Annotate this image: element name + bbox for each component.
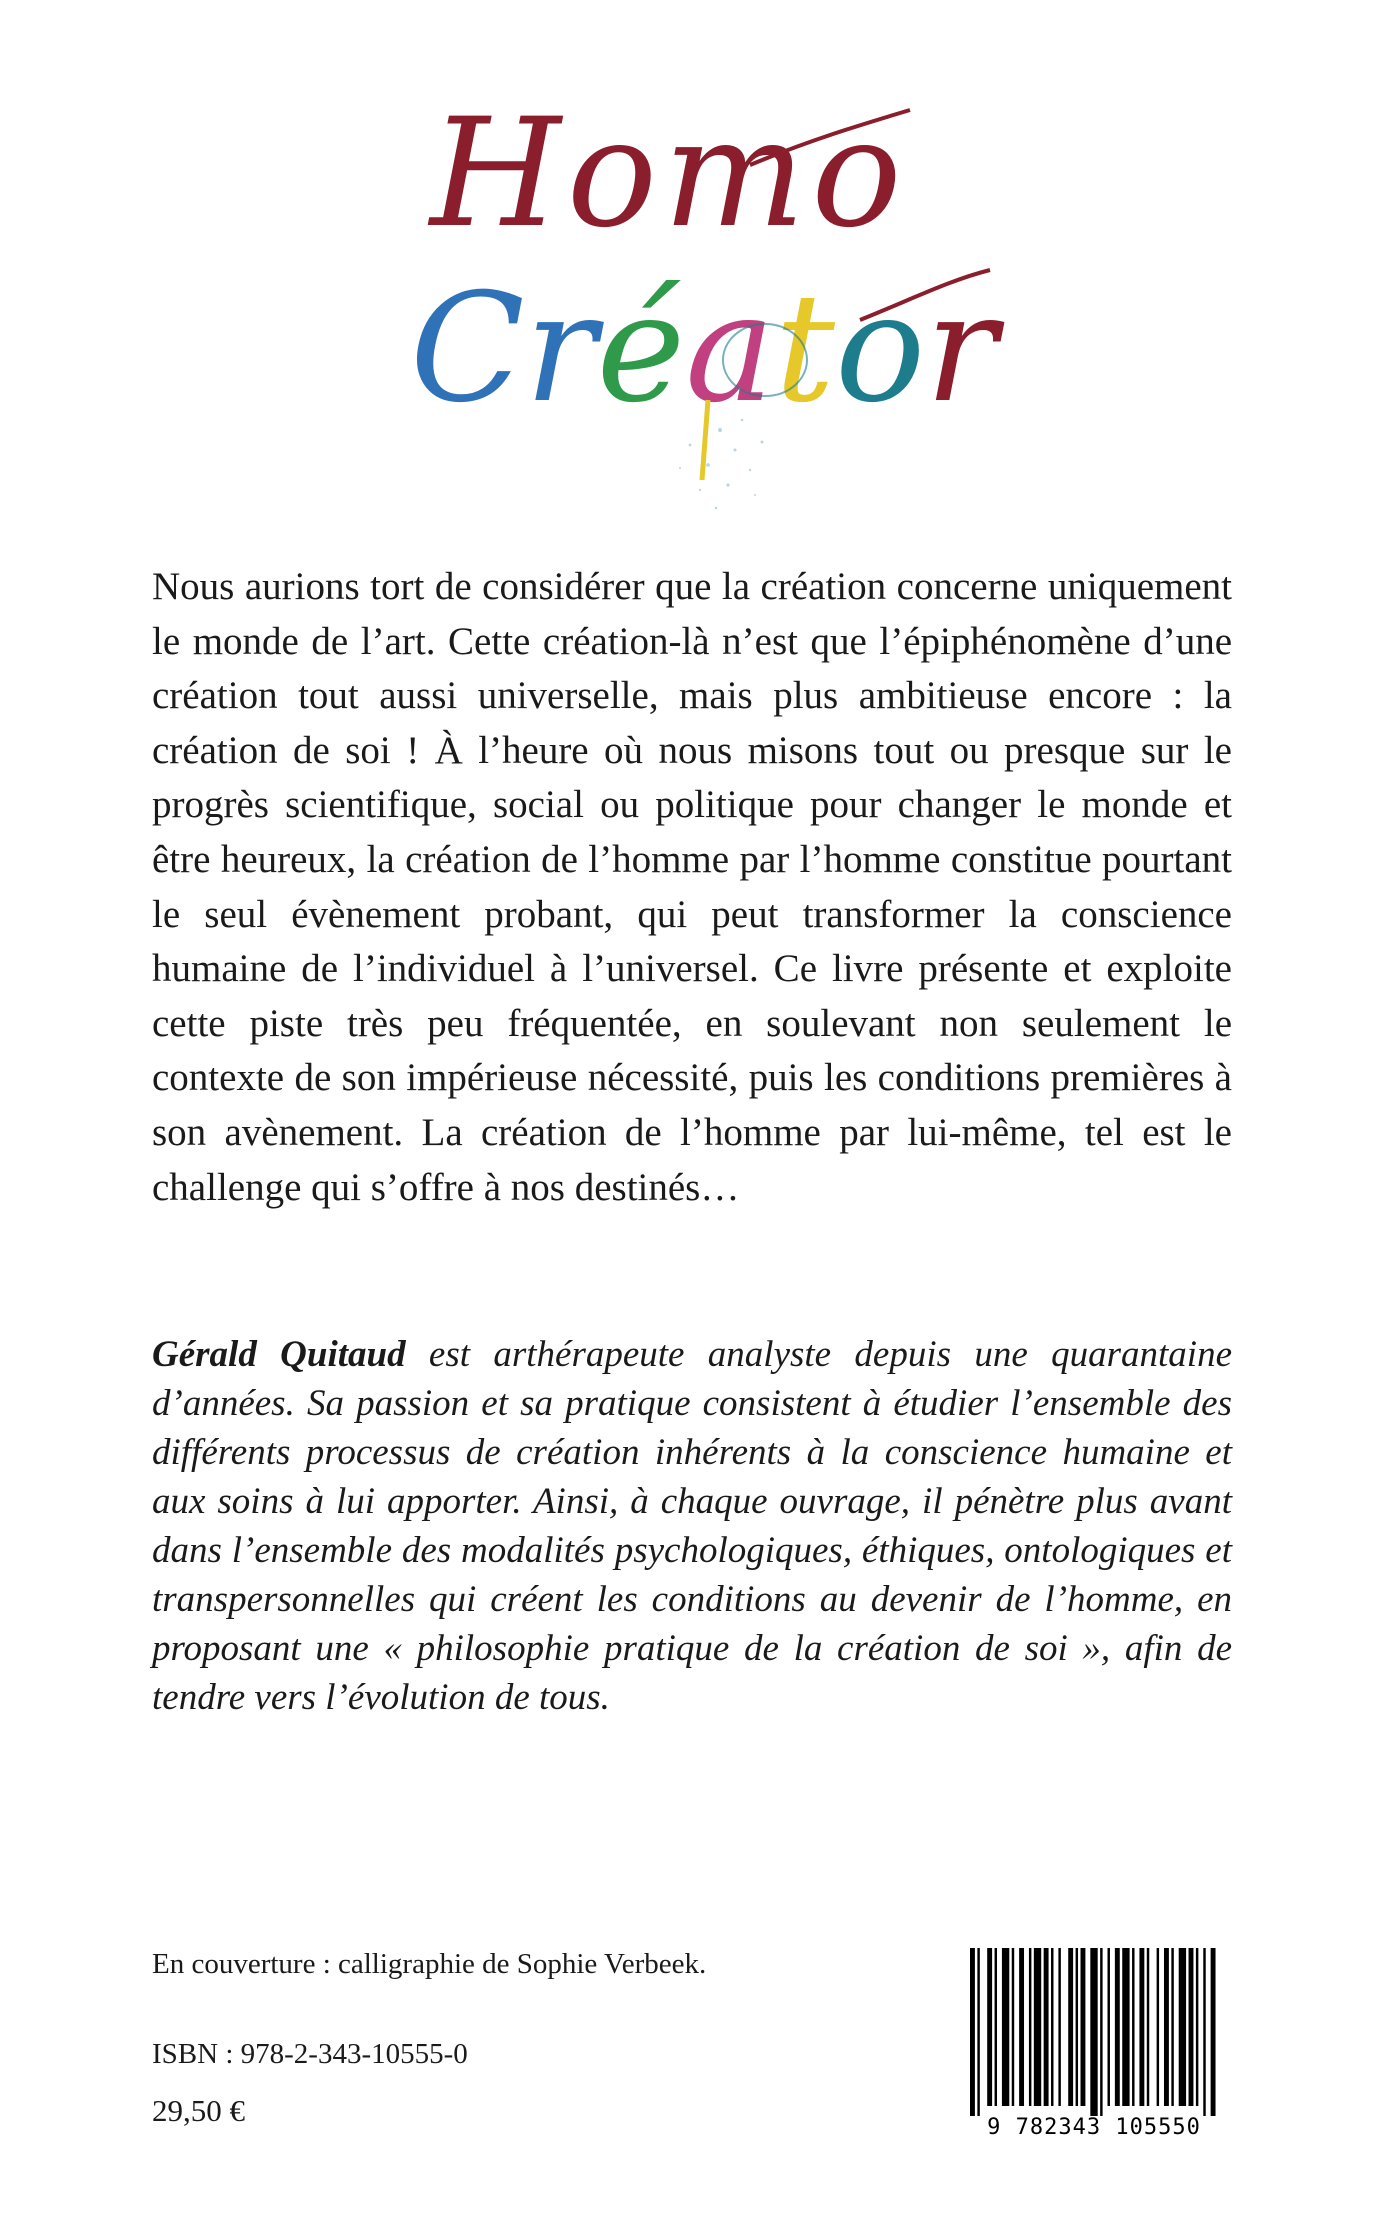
barcode-bar [1211, 1948, 1216, 2116]
back-cover-blurb: Nous aurions tort de considérer que la création concerne uniquement le monde de l’art. Cette création-là n’est que l’épiphénomène d’une création tout aussi universelle, mais plus ambitieuse encore : la création de soi ! À l’heure où nous misons tout ou presque sur le progrès scientifique, social ou politique pour changer le monde et être heureux, la création de l’homme par l’homme constitue pourtant le seul évènement probant, qui peut transformer la conscience humaine de l’individuel à l’universel. Ce livre présente et exploite cette piste très peu fréquentée, en soulevant non seulement le contexte de son impérieuse nécessité, puis les conditions premières à son avènement. La création de l’homme par lui-même, tel est le challenge qui s’offre à nos destinés… [152, 565, 1232, 1209]
author-bio [152, 1330, 1232, 1722]
barcode-bar [1051, 1948, 1053, 2106]
barcode-bar [1002, 1948, 1009, 2106]
barcode-bar [1157, 1948, 1159, 2106]
barcode-bar [1122, 1948, 1129, 2106]
price: 29,50 € [152, 2093, 245, 2128]
barcode-bar [1132, 1948, 1134, 2106]
barcode-bars [970, 1948, 1216, 2116]
barcode-bar [1068, 1948, 1073, 2106]
barcode-bar [1029, 1948, 1031, 2106]
barcode-bar [970, 1948, 975, 2116]
author-name: Gérald Quitaud [152, 1334, 406, 1375]
creator-letter: é [596, 262, 686, 436]
barcode-bar [1012, 1948, 1014, 2106]
title-calligraphy [390, 70, 1010, 560]
barcode-bar [977, 1948, 979, 2116]
creator-letter: a [685, 262, 775, 436]
barcode-bar [1164, 1948, 1169, 2106]
creator-letter: r [925, 262, 998, 436]
barcode-bar [1044, 1948, 1049, 2106]
barcode-bar [1019, 1948, 1024, 2106]
barcode-bar [1081, 1948, 1086, 2106]
barcode-bar [1115, 1948, 1120, 2106]
barcode-bar [1058, 1948, 1060, 2106]
barcode-bar [1108, 1948, 1110, 2106]
creator-letter: o [835, 262, 926, 436]
barcode-bar [1196, 1948, 1198, 2106]
barcode-bar [987, 1948, 992, 2106]
barcode [956, 1944, 1232, 2140]
author-bio-text: est arthérapeute analyste depuis une quarantaine d’années. Sa passion et sa pratique consistent à étudier l’ensemble des différents processus de création inhérents à la conscience humaine et aux soins à lui apporter. Ainsi, à chaque ouvrage, il pénètre plus avant dans l’ensemble des modalités psychologiques, éthiques, ontologiques et transpersonnelles qui créent les conditions au devenir de l’homme, en proposant une « philosophie pratique de la création de soi », afin de tendre vers l’évolution de tous. [152, 1334, 1232, 1718]
creator-letter: t [774, 262, 835, 436]
title-line-homo: Homo [430, 87, 908, 261]
barcode-bar [1179, 1948, 1186, 2106]
barcode-bar [1139, 1948, 1144, 2106]
cover-credit: En couverture : calligraphie de Sophie Verbeek. [152, 1948, 707, 1980]
barcode-bar [1034, 1948, 1041, 2106]
barcode-bar [1090, 1948, 1097, 2116]
barcode-bar [1076, 1948, 1078, 2106]
barcode-bar [1147, 1948, 1149, 2106]
barcode-bar [1203, 1948, 1205, 2116]
isbn: ISBN : 978-2-343-10555-0 [152, 2038, 468, 2070]
barcode-bar [1189, 1948, 1194, 2106]
barcode-bar [1171, 1948, 1173, 2106]
creator-letter: r [524, 262, 597, 436]
barcode-bar [1100, 1948, 1102, 2116]
barcode-digits: 9 782343 105550 [987, 2115, 1201, 2140]
barcode-bar [995, 1948, 997, 2106]
creator-letter: C [410, 262, 525, 436]
